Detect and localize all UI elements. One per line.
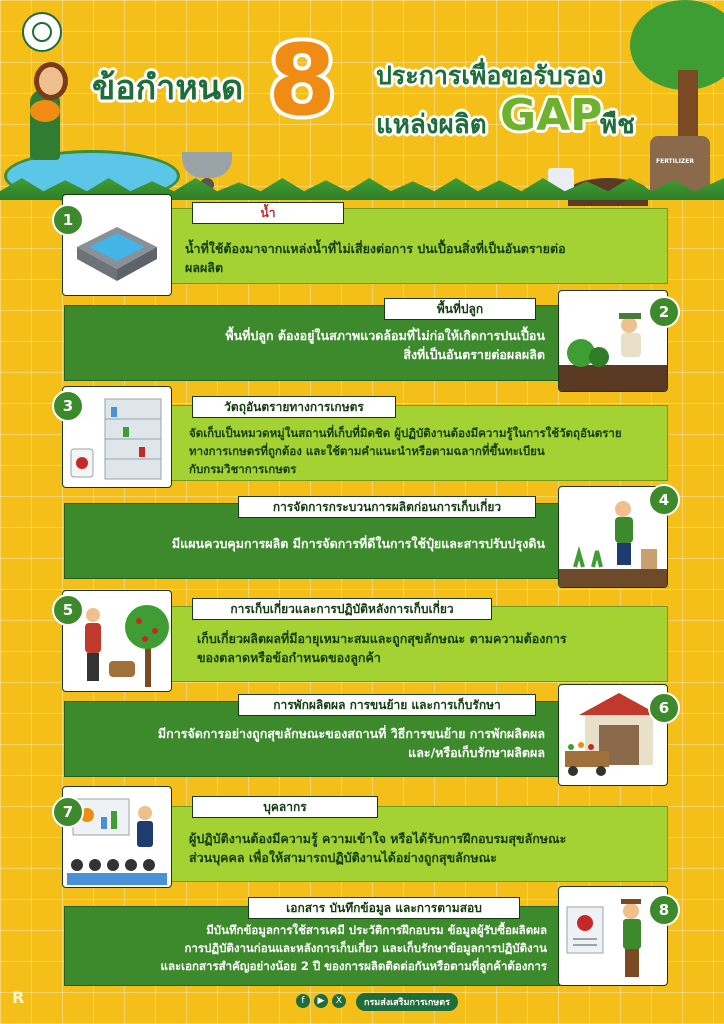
item-3-line-3: กับกรมวิชาการเกษตร <box>189 462 297 476</box>
item-5-line-2: ของตลาดหรือข้อกำหนดของลูกค้า <box>197 650 381 665</box>
title-part2: ประการเพื่อขอรับรอง <box>376 61 604 90</box>
title-part1: ข้อกำหนด <box>92 68 244 108</box>
item-2-line-1: พื้นที่ปลูก ต้องอยู่ในสภาพแวดล้อมที่ไม่ก่อให้เกิดการปนเปื้อน <box>225 328 545 343</box>
item-3-line-2: ทางการเกษตรที่ถูกต้อง และใช้ตามคำแนะนำหรือตามฉลากที่ขึ้นทะเบียน <box>189 444 545 458</box>
item-6-title: การพักผลิตผล การขนย้าย และการเก็บรักษา <box>238 694 536 716</box>
item-5-line-1: เก็บเกี่ยวผลิตผลที่มีอายุเหมาะสมและถูกสุขลักษณะ ตามความต้องการ <box>197 631 567 646</box>
item-6-line-1: มีการจัดการอย่างถูกสุขลักษณะของสถานที่ วิธีการขนย้าย การพักผลิตผล <box>157 726 545 741</box>
item-1-number: 1 <box>52 204 84 236</box>
item-8-line-3: และเอกสารสำคัญอย่างน้อย 2 ปี ของการผลิตติดต่อกันหรือตามที่ลูกค้าต้องการ <box>160 959 547 973</box>
item-6-line-2: และ/หรือเก็บรักษาผลิตผล <box>408 745 545 760</box>
wheelbarrow-icon <box>182 152 232 178</box>
fertilizer-bag-label: FERTILIZER <box>656 158 694 165</box>
item-5-number: 5 <box>52 594 84 626</box>
item-4-line-1: มีแผนควบคุมการผลิต มีการจัดการที่ดีในการใช้ปุ๋ยและสารปรับปรุงดิน <box>171 536 545 551</box>
item-4-title: การจัดการกระบวนการผลิตก่อนการเก็บเกี่ยว <box>238 496 536 518</box>
title-part3: แหล่งผลิต <box>376 110 487 140</box>
item-2-line-2: สิ่งที่เป็นอันตรายต่อผลผลิต <box>403 347 545 362</box>
item-6-number: 6 <box>648 692 680 724</box>
item-7-line-1: ผู้ปฏิบัติงานต้องมีความรู้ ความเข้าใจ หรือได้รับการฝึกอบรมสุขลักษณะ <box>189 831 567 846</box>
item-2-number: 2 <box>648 296 680 328</box>
item-1-title: น้ำ <box>192 202 344 224</box>
item-7-title: บุคลากร <box>192 796 378 818</box>
item-4-number: 4 <box>648 484 680 516</box>
x-icon[interactable]: X <box>332 994 346 1008</box>
mango-tree-icon <box>630 0 724 90</box>
pumpkin-icon <box>30 100 60 122</box>
item-1-line-1: น้ำที่ใช้ต้องมาจากแหล่งน้ำที่ไม่เสี่ยงต่อการ ปนเปื้อนสิ่งที่เป็นอันตรายต่อ <box>185 241 566 256</box>
item-2-title: พื้นที่ปลูก <box>384 298 536 320</box>
item-3-title: วัตถุอันตรายทางการเกษตร <box>192 396 396 418</box>
department-logo <box>22 12 62 52</box>
item-3-number: 3 <box>52 390 84 422</box>
item-7-line-2: ส่วนบุคคล เพื่อให้สามารถปฏิบัติงานได้อย่างถูกสุขลักษณะ <box>189 850 497 865</box>
title-gap: GAP <box>500 90 603 141</box>
item-8-line-1: มีบันทึกข้อมูลการใช้สารเคมี ประวัติการฝึกอบรม ข้อมูลผู้รับซื้อผลิตผล <box>206 923 547 937</box>
item-7-number: 7 <box>52 796 84 828</box>
item-8-line-2: การปฏิบัติงานก่อนและหลังการเก็บเกี่ยว และเก็บรักษาข้อมูลการปฏิบัติงาน <box>184 941 547 955</box>
youtube-icon[interactable]: ▶ <box>314 994 328 1008</box>
department-name: กรมส่งเสริมการเกษตร <box>356 993 458 1011</box>
item-5-title: การเก็บเกี่ยวและการปฏิบัติหลังการเก็บเกี่ยว <box>192 598 492 620</box>
item-3-line-1: จัดเก็บเป็นหมวดหมู่ในสถานที่เก็บที่มิดชิด ผู้ปฏิบัติงานต้องมีความรู้ในการใช้วัตถุอันตราย <box>189 426 622 440</box>
item-8-title: เอกสาร บันทึกข้อมูล และการตามสอบ <box>248 897 520 919</box>
item-1-line-2: ผลผลิต <box>185 260 224 275</box>
title-part4: พืช <box>600 110 635 140</box>
farmer-woman-head <box>34 62 68 100</box>
facebook-icon[interactable]: f <box>296 994 310 1008</box>
item-8-number: 8 <box>648 894 680 926</box>
title-number: 8 <box>268 24 337 138</box>
brand-mark: R <box>12 988 25 1007</box>
